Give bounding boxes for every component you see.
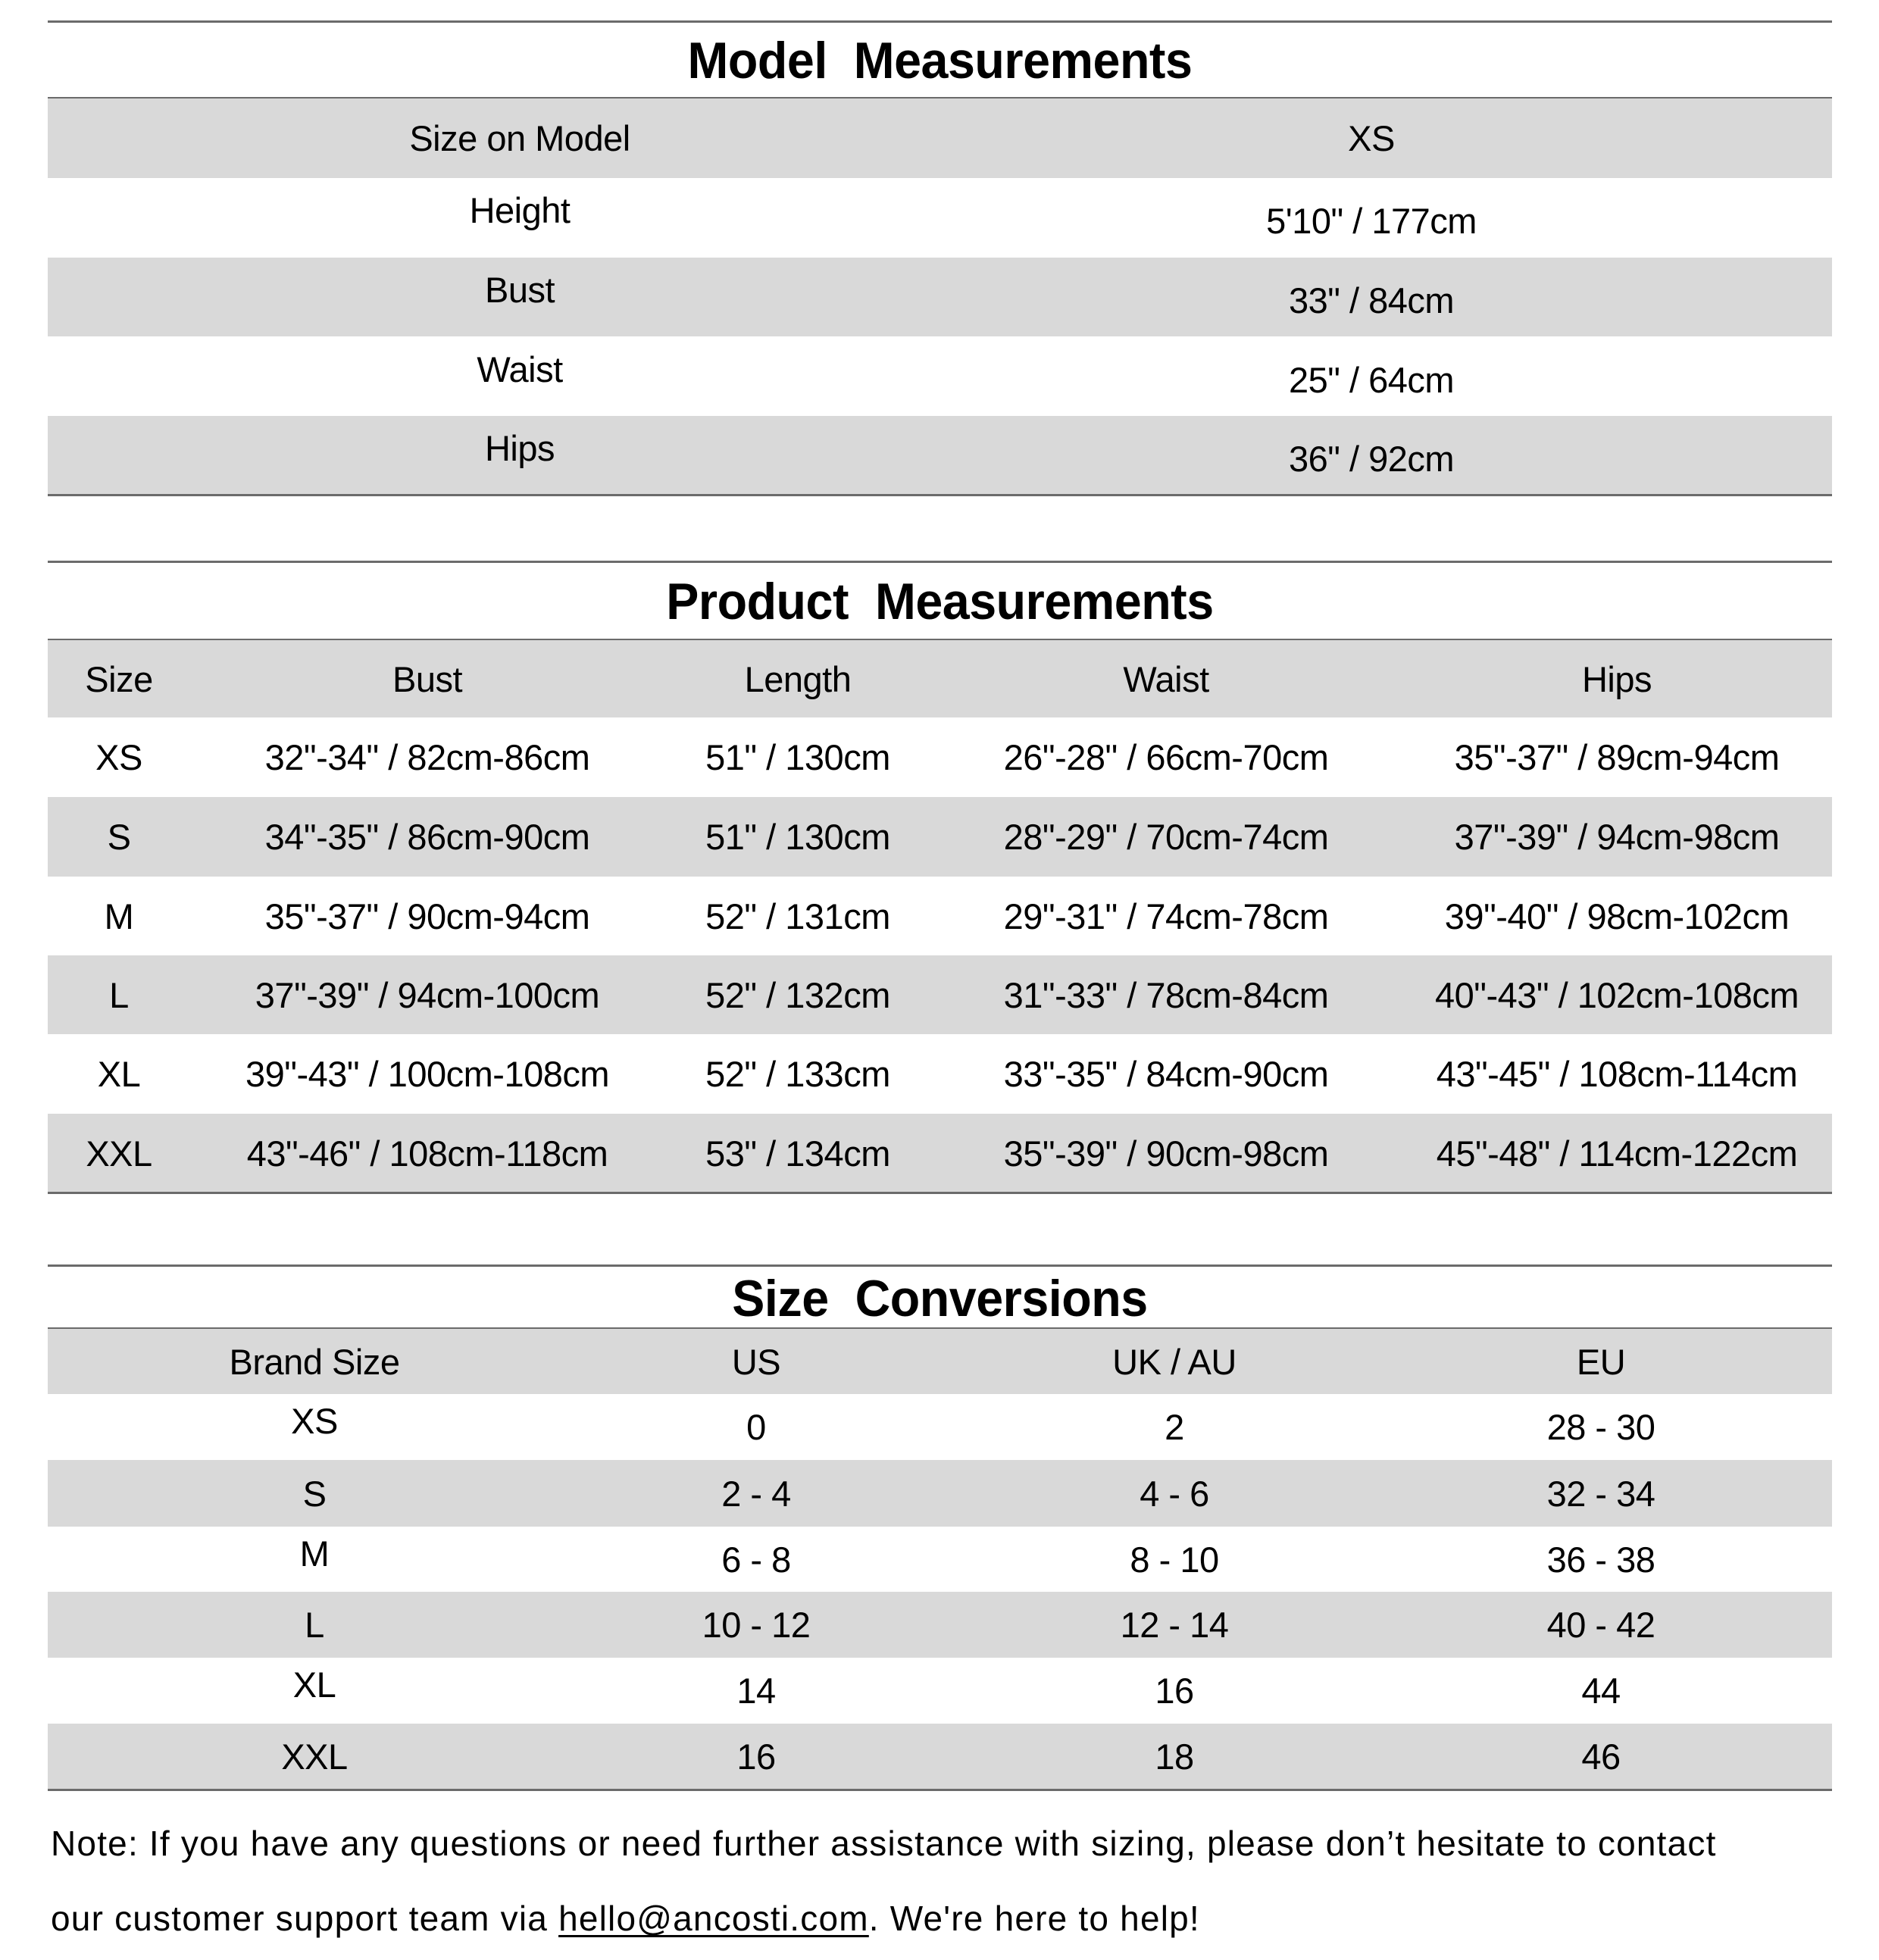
cell-eu: 36 - 38 (1546, 1539, 1655, 1580)
cell-uk-au: 4 - 6 (1140, 1473, 1209, 1514)
column-header-size: Size (85, 658, 153, 699)
column-header-waist: Waist (1123, 658, 1209, 699)
table-row (48, 1658, 1832, 1724)
cell-length: 52" / 133cm (705, 1054, 890, 1094)
model-header-row (48, 98, 1832, 178)
cell-length: 51" / 130cm (705, 737, 890, 777)
model-value: 25" / 64cm (1288, 360, 1455, 400)
cell-size: S (107, 817, 131, 857)
cell-bust: 35"-37" / 90cm-94cm (264, 896, 590, 936)
product-measurements-title: Product Measurements (666, 573, 1214, 630)
cell-length: 52" / 131cm (705, 896, 890, 936)
model-label: Height (469, 190, 571, 230)
cell-length: 53" / 134cm (705, 1133, 890, 1174)
model-measurements-title: Model Measurements (687, 32, 1193, 89)
model-label: Hips (484, 427, 555, 468)
model-label: Bust (484, 270, 555, 310)
divider (48, 20, 1832, 23)
cell-size: M (104, 896, 134, 936)
cell-hips: 43"-45" / 108cm-114cm (1436, 1054, 1798, 1094)
column-header-length: Length (744, 658, 852, 699)
cell-length: 51" / 130cm (705, 817, 890, 857)
cell-hips: 37"-39" / 94cm-98cm (1454, 817, 1780, 857)
cell-size: L (109, 974, 129, 1015)
cell-us: 14 (736, 1671, 776, 1711)
cell-waist: 28"-29" / 70cm-74cm (1003, 817, 1329, 857)
cell-size: XS (95, 737, 142, 777)
column-header-eu: EU (1576, 1341, 1626, 1382)
cell-us: 6 - 8 (721, 1539, 791, 1580)
column-header-uk-au: UK / AU (1112, 1341, 1237, 1382)
table-row (48, 717, 1832, 797)
table-row (48, 1724, 1832, 1790)
cell-eu: 46 (1581, 1736, 1621, 1777)
cell-waist: 26"-28" / 66cm-70cm (1003, 737, 1329, 777)
cell-bust: 34"-35" / 86cm-90cm (264, 817, 590, 857)
table-row (48, 1460, 1832, 1527)
column-header-bust: Bust (392, 658, 463, 699)
cell-bust: 32"-34" / 82cm-86cm (264, 737, 590, 777)
cell-brand-size: XS (291, 1401, 338, 1441)
model-value: 36" / 92cm (1288, 438, 1455, 479)
cell-uk-au: 18 (1155, 1736, 1194, 1777)
cell-uk-au: 2 (1165, 1407, 1184, 1447)
cell-eu: 28 - 30 (1546, 1407, 1655, 1447)
table-row (48, 955, 1832, 1034)
model-header-value: XS (1348, 118, 1395, 158)
cell-eu: 44 (1581, 1671, 1621, 1711)
cell-bust: 43"-46" / 108cm-118cm (246, 1133, 608, 1174)
cell-waist: 31"-33" / 78cm-84cm (1003, 974, 1329, 1015)
table-row (48, 1034, 1832, 1114)
cell-brand-size: M (299, 1533, 330, 1574)
cell-uk-au: 16 (1155, 1671, 1194, 1711)
column-header-us: US (731, 1341, 781, 1382)
cell-us: 10 - 12 (702, 1605, 811, 1645)
cell-eu: 32 - 34 (1546, 1473, 1655, 1514)
model-header-label: Size on Model (409, 118, 630, 158)
cell-length: 52" / 132cm (705, 974, 890, 1015)
cell-hips: 40"-43" / 102cm-108cm (1434, 974, 1799, 1015)
cell-waist: 35"-39" / 90cm-98cm (1003, 1133, 1329, 1174)
cell-uk-au: 8 - 10 (1130, 1539, 1219, 1580)
note-text: . We're here to help! (868, 1899, 1200, 1938)
table-row (48, 1114, 1832, 1193)
conversions-header-row (48, 1329, 1832, 1394)
note-text: our customer support team via (51, 1899, 559, 1938)
table-row (48, 1592, 1832, 1658)
cell-bust: 39"-43" / 100cm-108cm (245, 1054, 610, 1094)
divider (48, 561, 1832, 563)
model-row-bust (48, 258, 1832, 337)
divider (48, 1264, 1832, 1267)
table-row (48, 797, 1832, 877)
cell-waist: 29"-31" / 74cm-78cm (1003, 896, 1329, 936)
cell-us: 16 (736, 1736, 776, 1777)
table-row (48, 1527, 1832, 1592)
cell-brand-size: XXL (281, 1736, 348, 1777)
cell-bust: 37"-39" / 94cm-100cm (255, 974, 600, 1015)
model-row-waist (48, 337, 1832, 417)
table-row (48, 1394, 1832, 1460)
model-label: Waist (477, 349, 563, 389)
cell-us: 2 - 4 (721, 1473, 791, 1514)
model-value: 33" / 84cm (1288, 280, 1455, 320)
column-header-brand-size: Brand Size (229, 1341, 400, 1382)
cell-hips: 39"-40" / 98cm-102cm (1444, 896, 1790, 936)
cell-us: 0 (746, 1407, 766, 1447)
table-row (48, 877, 1832, 955)
cell-hips: 35"-37" / 89cm-94cm (1454, 737, 1780, 777)
cell-hips: 45"-48" / 114cm-122cm (1436, 1133, 1798, 1174)
cell-waist: 33"-35" / 84cm-90cm (1003, 1054, 1329, 1094)
column-header-hips: Hips (1581, 658, 1652, 699)
note-line-1 (51, 1826, 1717, 1861)
model-row-hips (48, 416, 1832, 495)
cell-size: XL (97, 1054, 141, 1094)
model-row-height (48, 178, 1832, 258)
note-text: Note: If you have any questions or need further assistance with sizing, please don’t hesitate to contact (51, 1824, 1717, 1863)
cell-brand-size: XL (292, 1665, 336, 1705)
product-header-row (48, 640, 1832, 717)
cell-size: XXL (86, 1133, 152, 1174)
cell-brand-size: S (302, 1473, 327, 1514)
cell-brand-size: L (305, 1605, 324, 1645)
note-line-2 (51, 1901, 1200, 1936)
model-value: 5'10" / 177cm (1266, 201, 1477, 241)
size-conversions-title: Size Conversions (732, 1270, 1148, 1327)
cell-uk-au: 12 - 14 (1120, 1605, 1229, 1645)
cell-eu: 40 - 42 (1546, 1605, 1655, 1645)
support-email-link[interactable]: hello@ancosti.com (558, 1899, 869, 1938)
